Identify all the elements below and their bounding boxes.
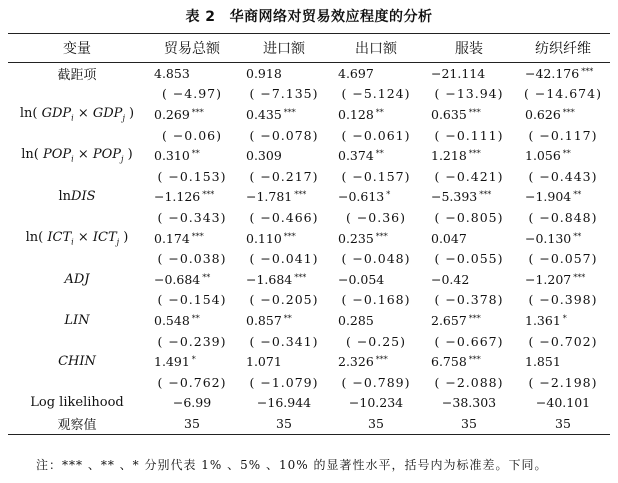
se-value: ( −0.341) bbox=[249, 333, 319, 349]
coef-cell bbox=[238, 310, 330, 331]
coef-cell bbox=[330, 187, 422, 208]
significance-stars: *** bbox=[283, 231, 296, 241]
obs-value: 35 bbox=[330, 413, 422, 434]
se-cell bbox=[422, 166, 516, 187]
se-value: ( −0.25) bbox=[345, 333, 407, 349]
blank-cell bbox=[8, 248, 146, 269]
se-cell bbox=[422, 125, 516, 146]
se-value: ( −0.078) bbox=[249, 127, 319, 143]
blank-cell bbox=[8, 372, 146, 393]
coef-value: 4.697 bbox=[338, 65, 374, 81]
row-label: LIN bbox=[64, 312, 90, 328]
significance-stars: *** bbox=[375, 231, 388, 241]
se-cell bbox=[422, 331, 516, 352]
se-cell bbox=[146, 372, 238, 393]
se-cell bbox=[238, 372, 330, 393]
coef-value: −1.781 *** bbox=[246, 189, 307, 205]
se-value: ( −0.154) bbox=[157, 292, 227, 308]
se-value: ( −0.041) bbox=[249, 251, 319, 267]
se-value: ( −0.443) bbox=[528, 168, 598, 184]
coef-cell bbox=[238, 351, 330, 372]
se-value: ( −0.378) bbox=[434, 292, 504, 308]
coef-value: 1.851 bbox=[525, 354, 561, 370]
coef-cell bbox=[330, 269, 422, 290]
coef-value: 2.326 *** bbox=[338, 354, 388, 370]
loglik-value: −16.944 bbox=[256, 395, 312, 411]
coef-value: −1.684 *** bbox=[246, 271, 307, 287]
coef-value: 1.361 * bbox=[525, 312, 567, 328]
coef-value: 0.174 *** bbox=[154, 230, 204, 246]
se-value: ( −0.117) bbox=[528, 127, 598, 143]
coef-cell bbox=[516, 145, 610, 166]
se-value: ( −13.94) bbox=[434, 86, 504, 102]
se-row bbox=[8, 372, 610, 393]
significance-stars: ** bbox=[573, 190, 582, 200]
coef-value: 0.918 bbox=[246, 65, 282, 81]
coef-cell bbox=[516, 104, 610, 125]
obs-value: 35 bbox=[238, 413, 330, 434]
se-value: ( −0.06) bbox=[161, 127, 223, 143]
coef-value: 0.435 *** bbox=[246, 106, 296, 122]
se-value: ( −2.088) bbox=[434, 374, 504, 390]
se-cell bbox=[422, 248, 516, 269]
loglik-value: −40.101 bbox=[535, 395, 591, 411]
row-label: Log likelihood bbox=[30, 395, 124, 411]
loglik-value: −6.99 bbox=[172, 395, 212, 411]
loglik-row bbox=[8, 393, 610, 414]
se-value: ( −0.111) bbox=[434, 127, 504, 143]
coef-cell bbox=[516, 228, 610, 249]
coef-cell bbox=[146, 187, 238, 208]
coef-cell bbox=[146, 145, 238, 166]
se-value: ( −0.157) bbox=[341, 168, 411, 184]
significance-stars: ** bbox=[573, 231, 582, 241]
se-value: ( −0.702) bbox=[528, 333, 598, 349]
regression-table bbox=[8, 33, 610, 435]
coef-cell bbox=[516, 310, 610, 331]
obs-value: 35 bbox=[422, 413, 516, 434]
significance-stars: *** bbox=[375, 355, 388, 365]
table-title bbox=[0, 6, 618, 26]
row-label: ADJ bbox=[64, 271, 90, 287]
se-value: ( −0.805) bbox=[434, 209, 504, 225]
table-number: 表 2 bbox=[185, 9, 216, 25]
coef-value: 0.626 *** bbox=[525, 106, 575, 122]
se-row bbox=[8, 207, 610, 228]
significance-stars: *** bbox=[202, 190, 215, 200]
coef-cell bbox=[422, 351, 516, 372]
blank-cell bbox=[8, 207, 146, 228]
header-exports: 出口额 bbox=[330, 34, 422, 63]
blank-cell bbox=[8, 331, 146, 352]
significance-stars: *** bbox=[468, 355, 481, 365]
obs-row bbox=[8, 413, 610, 434]
se-value: ( −0.762) bbox=[157, 374, 227, 390]
row-label: CHIN bbox=[58, 354, 96, 370]
coef-value: 0.047 bbox=[431, 230, 467, 246]
coef-value: 0.128 ** bbox=[338, 106, 384, 122]
se-cell bbox=[146, 331, 238, 352]
se-row bbox=[8, 331, 610, 352]
se-cell bbox=[422, 290, 516, 311]
significance-stars: *** bbox=[468, 149, 481, 159]
se-row bbox=[8, 84, 610, 105]
se-value: ( −14.674) bbox=[524, 86, 602, 102]
coef-value: −1.126 *** bbox=[154, 189, 215, 205]
significance-stars: *** bbox=[468, 313, 481, 323]
se-value: ( −0.848) bbox=[528, 209, 598, 225]
coef-cell bbox=[516, 351, 610, 372]
coef-value: 0.310 ** bbox=[154, 148, 200, 164]
header-clothing: 服装 bbox=[422, 34, 516, 63]
se-row bbox=[8, 166, 610, 187]
coef-value: −21.114 bbox=[431, 65, 486, 81]
blank-cell bbox=[8, 290, 146, 311]
se-value: ( −0.421) bbox=[434, 168, 504, 184]
coef-cell bbox=[238, 104, 330, 125]
se-cell bbox=[146, 84, 238, 105]
se-cell bbox=[146, 248, 238, 269]
coef-cell bbox=[422, 187, 516, 208]
row-label: lnDIS bbox=[58, 189, 96, 205]
se-cell bbox=[330, 372, 422, 393]
se-cell bbox=[516, 125, 610, 146]
blank-cell bbox=[8, 166, 146, 187]
se-value: ( −0.239) bbox=[157, 333, 227, 349]
significance-stars: ** bbox=[202, 272, 211, 282]
se-value: ( −0.343) bbox=[157, 209, 227, 225]
row-label: ln( $ICT_i \times ICT_j$ ) bbox=[25, 229, 129, 247]
coef-cell bbox=[238, 63, 330, 84]
coef-cell bbox=[238, 269, 330, 290]
coef-row bbox=[8, 104, 610, 125]
se-cell bbox=[238, 207, 330, 228]
se-cell bbox=[330, 166, 422, 187]
coef-row bbox=[8, 310, 610, 331]
se-value: ( −0.048) bbox=[341, 251, 411, 267]
significance-stars: *** bbox=[294, 272, 307, 282]
coef-value: −1.904 ** bbox=[525, 189, 582, 205]
se-cell bbox=[516, 248, 610, 269]
coef-cell bbox=[422, 269, 516, 290]
coef-cell bbox=[422, 145, 516, 166]
se-cell bbox=[422, 372, 516, 393]
coef-cell bbox=[146, 63, 238, 84]
significance-stars: *** bbox=[562, 107, 575, 117]
se-value: ( −0.205) bbox=[249, 292, 319, 308]
coef-cell bbox=[516, 269, 610, 290]
coef-value: −0.613 * bbox=[338, 189, 391, 205]
se-cell bbox=[146, 125, 238, 146]
coef-cell bbox=[238, 145, 330, 166]
se-value: ( −4.97) bbox=[161, 86, 223, 102]
coef-value: 2.657 *** bbox=[431, 312, 481, 328]
se-value: ( −2.198) bbox=[528, 374, 598, 390]
coef-value: 0.235 *** bbox=[338, 230, 388, 246]
se-value: ( −5.124) bbox=[341, 86, 411, 102]
se-value: ( −0.055) bbox=[434, 251, 504, 267]
header-total-trade: 贸易总额 bbox=[146, 34, 238, 63]
coef-cell bbox=[146, 228, 238, 249]
significance-stars: ** bbox=[283, 313, 292, 323]
coef-cell bbox=[146, 310, 238, 331]
coef-value: −42.176 *** bbox=[525, 65, 594, 81]
se-value: ( −0.667) bbox=[434, 333, 504, 349]
significance-stars: *** bbox=[581, 66, 594, 76]
significance-stars: *** bbox=[283, 107, 296, 117]
coef-value: 0.857 ** bbox=[246, 312, 292, 328]
coef-value: 4.853 bbox=[154, 65, 190, 81]
significance-stars: *** bbox=[191, 107, 204, 117]
coef-value: 0.635 *** bbox=[431, 106, 481, 122]
significance-stars: ** bbox=[375, 149, 384, 159]
se-row bbox=[8, 125, 610, 146]
se-cell bbox=[146, 290, 238, 311]
table-title-text: 华商网络对贸易效应程度的分析 bbox=[229, 9, 433, 25]
coef-value: 0.285 bbox=[338, 312, 374, 328]
coef-value: 0.110 *** bbox=[246, 230, 296, 246]
row-label: 观察值 bbox=[8, 413, 146, 434]
se-cell bbox=[516, 84, 610, 105]
se-value: ( −0.168) bbox=[341, 292, 411, 308]
coef-cell bbox=[516, 187, 610, 208]
se-cell bbox=[146, 207, 238, 228]
table-note: 注：*** 、** 、* 分别代表 1% 、5% 、10% 的显著性水平，括号内为标准差。下同。 bbox=[36, 458, 548, 472]
coef-row bbox=[8, 228, 610, 249]
coef-cell bbox=[330, 351, 422, 372]
se-value: ( −0.153) bbox=[157, 168, 227, 184]
coef-value: 6.758 *** bbox=[431, 354, 481, 370]
se-cell bbox=[238, 331, 330, 352]
se-cell bbox=[238, 166, 330, 187]
loglik-value: −10.234 bbox=[348, 395, 404, 411]
se-cell bbox=[330, 84, 422, 105]
coef-value: 0.374 ** bbox=[338, 148, 384, 164]
se-value: ( −0.061) bbox=[341, 127, 411, 143]
coef-value: 1.071 bbox=[246, 354, 282, 370]
coef-cell bbox=[422, 310, 516, 331]
coef-value: −0.130 ** bbox=[525, 230, 582, 246]
obs-value: 35 bbox=[146, 413, 238, 434]
coef-value: 1.056 ** bbox=[525, 148, 571, 164]
se-value: ( −0.466) bbox=[249, 209, 319, 225]
coef-value: 1.491 * bbox=[154, 354, 196, 370]
se-cell bbox=[238, 84, 330, 105]
se-cell bbox=[330, 248, 422, 269]
header-imports: 进口额 bbox=[238, 34, 330, 63]
coef-cell bbox=[238, 187, 330, 208]
se-cell bbox=[330, 207, 422, 228]
se-cell bbox=[146, 166, 238, 187]
se-row bbox=[8, 248, 610, 269]
header-variable: 变量 bbox=[8, 34, 146, 63]
coef-cell bbox=[146, 104, 238, 125]
se-value: ( −0.217) bbox=[249, 168, 319, 184]
coef-value: −0.054 bbox=[338, 271, 385, 287]
se-cell bbox=[422, 207, 516, 228]
se-value: ( −0.057) bbox=[528, 251, 598, 267]
coef-cell bbox=[422, 228, 516, 249]
header-textile-fiber: 纺织纤维 bbox=[516, 34, 610, 63]
se-cell bbox=[516, 372, 610, 393]
se-value: ( −0.789) bbox=[341, 374, 411, 390]
coef-value: 0.548 ** bbox=[154, 312, 200, 328]
significance-stars: * bbox=[386, 190, 391, 200]
coef-value: −0.684 ** bbox=[154, 271, 211, 287]
coef-value: 0.269 *** bbox=[154, 106, 204, 122]
se-cell bbox=[238, 125, 330, 146]
coef-value: −1.207 *** bbox=[525, 271, 586, 287]
se-value: ( −7.135) bbox=[249, 86, 319, 102]
coef-row bbox=[8, 145, 610, 166]
significance-stars: * bbox=[562, 313, 567, 323]
obs-value: 35 bbox=[516, 413, 610, 434]
coef-row bbox=[8, 351, 610, 372]
significance-stars: * bbox=[191, 355, 196, 365]
coef-cell bbox=[422, 63, 516, 84]
significance-stars: ** bbox=[191, 149, 200, 159]
coef-cell bbox=[238, 228, 330, 249]
se-value: ( −0.36) bbox=[345, 209, 407, 225]
row-label: 截距项 bbox=[57, 67, 97, 83]
se-cell bbox=[238, 248, 330, 269]
coef-cell bbox=[146, 269, 238, 290]
significance-stars: *** bbox=[573, 272, 586, 282]
se-cell bbox=[330, 331, 422, 352]
coef-cell bbox=[330, 145, 422, 166]
significance-stars: ** bbox=[191, 313, 200, 323]
coef-cell bbox=[516, 63, 610, 84]
row-label: ln( $GDP_i \times GDP_j$ ) bbox=[19, 106, 135, 123]
significance-stars: ** bbox=[562, 149, 571, 159]
header-row bbox=[8, 34, 610, 63]
se-value: ( −0.398) bbox=[528, 292, 598, 308]
coef-cell bbox=[330, 104, 422, 125]
coef-value: 0.309 bbox=[246, 148, 282, 164]
coef-cell bbox=[330, 228, 422, 249]
significance-stars: *** bbox=[191, 231, 204, 241]
se-cell bbox=[422, 84, 516, 105]
significance-stars: ** bbox=[375, 107, 384, 117]
se-cell bbox=[330, 290, 422, 311]
se-row bbox=[8, 290, 610, 311]
se-cell bbox=[238, 290, 330, 311]
blank-cell bbox=[8, 125, 146, 146]
se-value: ( −0.038) bbox=[157, 251, 227, 267]
coef-cell bbox=[146, 351, 238, 372]
se-cell bbox=[516, 331, 610, 352]
loglik-value: −38.303 bbox=[441, 395, 497, 411]
coef-row bbox=[8, 63, 610, 84]
coef-value: −5.393 *** bbox=[431, 189, 492, 205]
coef-cell bbox=[330, 310, 422, 331]
coef-cell bbox=[422, 104, 516, 125]
significance-stars: *** bbox=[468, 107, 481, 117]
se-cell bbox=[516, 290, 610, 311]
significance-stars: *** bbox=[294, 190, 307, 200]
significance-stars: *** bbox=[479, 190, 492, 200]
se-cell bbox=[516, 207, 610, 228]
se-cell bbox=[330, 125, 422, 146]
row-label: ln( $POP_i \times POP_j$ ) bbox=[21, 147, 133, 164]
coef-row bbox=[8, 269, 610, 290]
coef-value: −0.42 bbox=[431, 271, 470, 287]
coef-cell bbox=[330, 63, 422, 84]
coef-row bbox=[8, 187, 610, 208]
blank-cell bbox=[8, 84, 146, 105]
coef-value: 1.218 *** bbox=[431, 148, 481, 164]
table-body bbox=[8, 63, 610, 435]
se-cell bbox=[516, 166, 610, 187]
se-value: ( −1.079) bbox=[249, 374, 319, 390]
